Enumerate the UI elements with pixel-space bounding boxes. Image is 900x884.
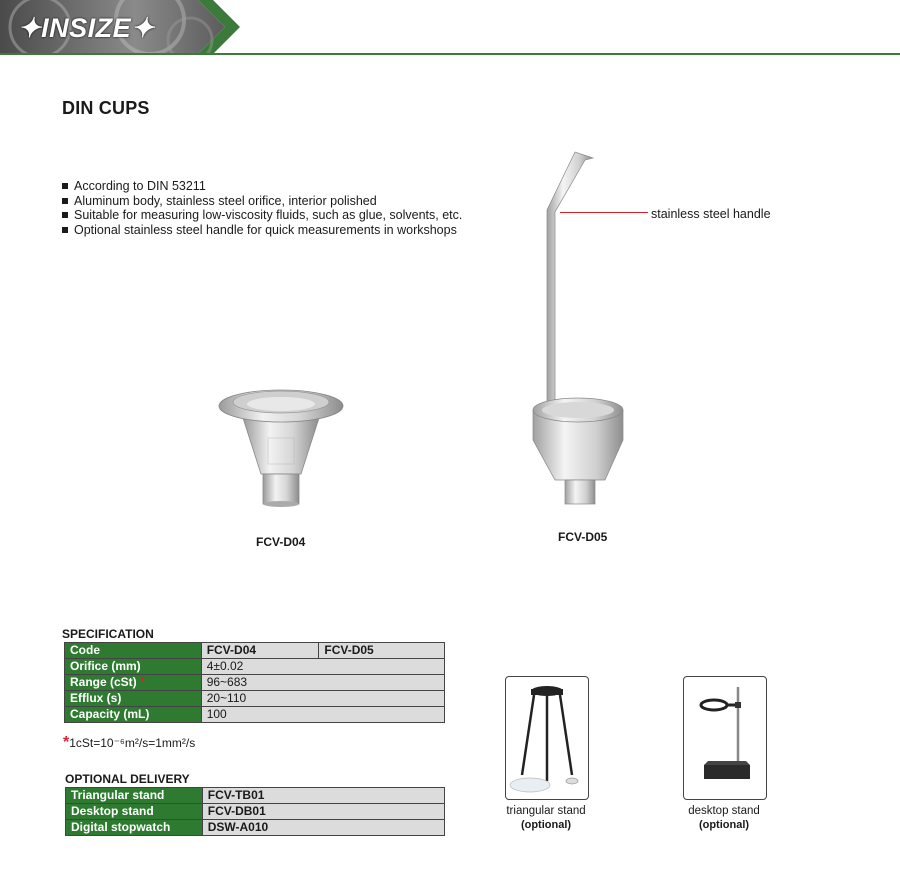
spec-key-efflux: Efflux (s) [65,691,202,707]
spec-code-d05: FCV-D05 [319,643,445,659]
triangular-stand-caption [496,804,596,832]
cup-d04-image [215,378,347,510]
spec-key-orifice: Orifice (mm) [65,659,202,675]
brand-logo: ✦INSIZE✦ [18,13,155,43]
table-row [66,804,445,820]
triangular-stand-image [506,677,588,799]
spec-value-range: 96~683 [201,675,444,691]
table-row [65,643,445,659]
desktop-stand-caption [674,804,774,832]
desktop-stand-image-frame [683,676,767,800]
header-rule [0,53,900,55]
table-row [65,659,445,675]
handle-callout-label: stainless steel handle [651,207,771,221]
desktop-stand-optional: (optional) [698,819,750,831]
table-row [65,691,445,707]
feature-item: Suitable for measuring low-viscosity fluids, such as glue, solvents, etc. [62,208,462,223]
optional-item-code: FCV-TB01 [202,788,444,804]
optional-delivery-title: OPTIONAL DELIVERY [65,772,190,786]
unit-footnote [63,734,195,752]
feature-item: Optional stainless steel handle for quick measurements in workshops [62,223,462,238]
feature-item: Aluminum body, stainless steel orifice, interior polished [62,194,462,209]
optional-item-code: FCV-DB01 [202,804,444,820]
specification-title: SPECIFICATION [62,627,154,641]
range-footnote-star: * [140,675,145,689]
spec-key-range-text: Range (cSt) [70,675,137,689]
table-row [66,788,445,804]
feature-list [62,179,462,237]
feature-item: According to DIN 53211 [62,179,462,194]
optional-item-code: DSW-A010 [202,820,444,836]
optional-item-name: Triangular stand [66,788,203,804]
desktop-stand-image [684,677,766,799]
spec-key-capacity: Capacity (mL) [65,707,202,723]
table-row [65,707,445,723]
optional-delivery-table [65,787,445,836]
spec-key-range [65,675,202,691]
footnote-star: * [63,734,70,751]
triangular-stand-image-frame [505,676,589,800]
footnote-text: 1cSt=10⁻⁶m²/s=1mm²/s [69,736,196,750]
product-label-d05: FCV-D05 [558,530,608,544]
specification-table [64,642,445,723]
spec-value-capacity: 100 [201,707,444,723]
spec-code-d04: FCV-D04 [201,643,319,659]
spec-value-efflux: 20~110 [201,691,444,707]
triangular-stand-name: triangular stand [506,805,586,817]
handle-callout-line [560,212,648,213]
optional-item-name: Digital stopwatch [66,820,203,836]
product-label-d04: FCV-D04 [256,535,306,549]
table-row [66,820,445,836]
spec-value-orifice: 4±0.02 [201,659,444,675]
optional-item-name: Desktop stand [66,804,203,820]
cup-d05-image [525,148,635,512]
page-title: DIN CUPS [62,98,150,118]
desktop-stand-name: desktop stand [688,805,760,817]
triangular-stand-optional: (optional) [520,819,572,831]
table-row [65,675,445,691]
spec-key-code: Code [65,643,202,659]
